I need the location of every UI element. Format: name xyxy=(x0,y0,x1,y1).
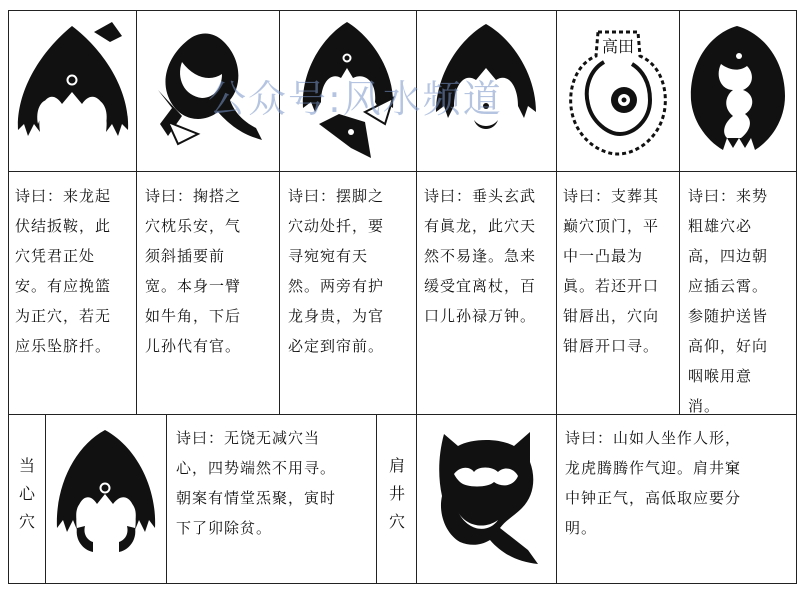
poem-text: 诗曰：支葬其 巅穴顶门，平 中一凸最为 眞。若还开口 钳唇出，穴向 钳唇开口寻。 xyxy=(563,187,660,355)
poem-text: 诗曰：来龙起 伏结扳鞍，此 穴凭君正处 安。有应挽篮 为正穴，若无 应乐坠脐扦。 xyxy=(15,187,112,355)
poem-text: 诗曰：摆脚之 穴动处扦，要 寻宛宛有天 然。两旁有护 龙身贵，为官 必定到帘前。 xyxy=(288,187,385,355)
watermark-text: 公众号:风水频道 xyxy=(208,77,503,121)
diagram-lai-shi-xue xyxy=(681,12,795,170)
poem-text: 诗曰：垂头玄武 有眞龙，此穴天 然不易逢。急来 缓受宜离杖，百 口儿孙禄万钟。 xyxy=(424,187,537,325)
diagram-dang-xin-xue xyxy=(47,416,165,582)
poem-text: 诗曰：山如人坐作人形， 龙虎腾腾作气迎。肩井窠 中钟正气，高低取应要分 明。 xyxy=(565,429,742,537)
poem-text: 诗曰：掬搭之 穴枕乐安，气 须斜插要前 宽。本身一臂 如牛角，下后 儿孙代有官。 xyxy=(145,187,242,355)
diagram-pan-an-xue xyxy=(10,12,135,170)
diagram-jian-jing-xue xyxy=(418,416,555,582)
diagram-label: 高田 xyxy=(601,37,635,56)
xue-name-label: 当 心 穴 xyxy=(18,456,35,531)
diagram-zhi-zang-xue xyxy=(558,12,678,170)
poem-text: 诗曰：来势 粗雄穴必 高，四边朝 应插云霄。 参随护送皆 高仰，好向 咽喉用意 消。 xyxy=(688,187,769,415)
xue-name-label: 肩 井 穴 xyxy=(388,456,405,531)
poem-text: 诗曰：无饶无减穴当 心，四势端然不用寻。 朝案有情堂炁聚，寅时 下了卯除贫。 xyxy=(176,429,337,537)
